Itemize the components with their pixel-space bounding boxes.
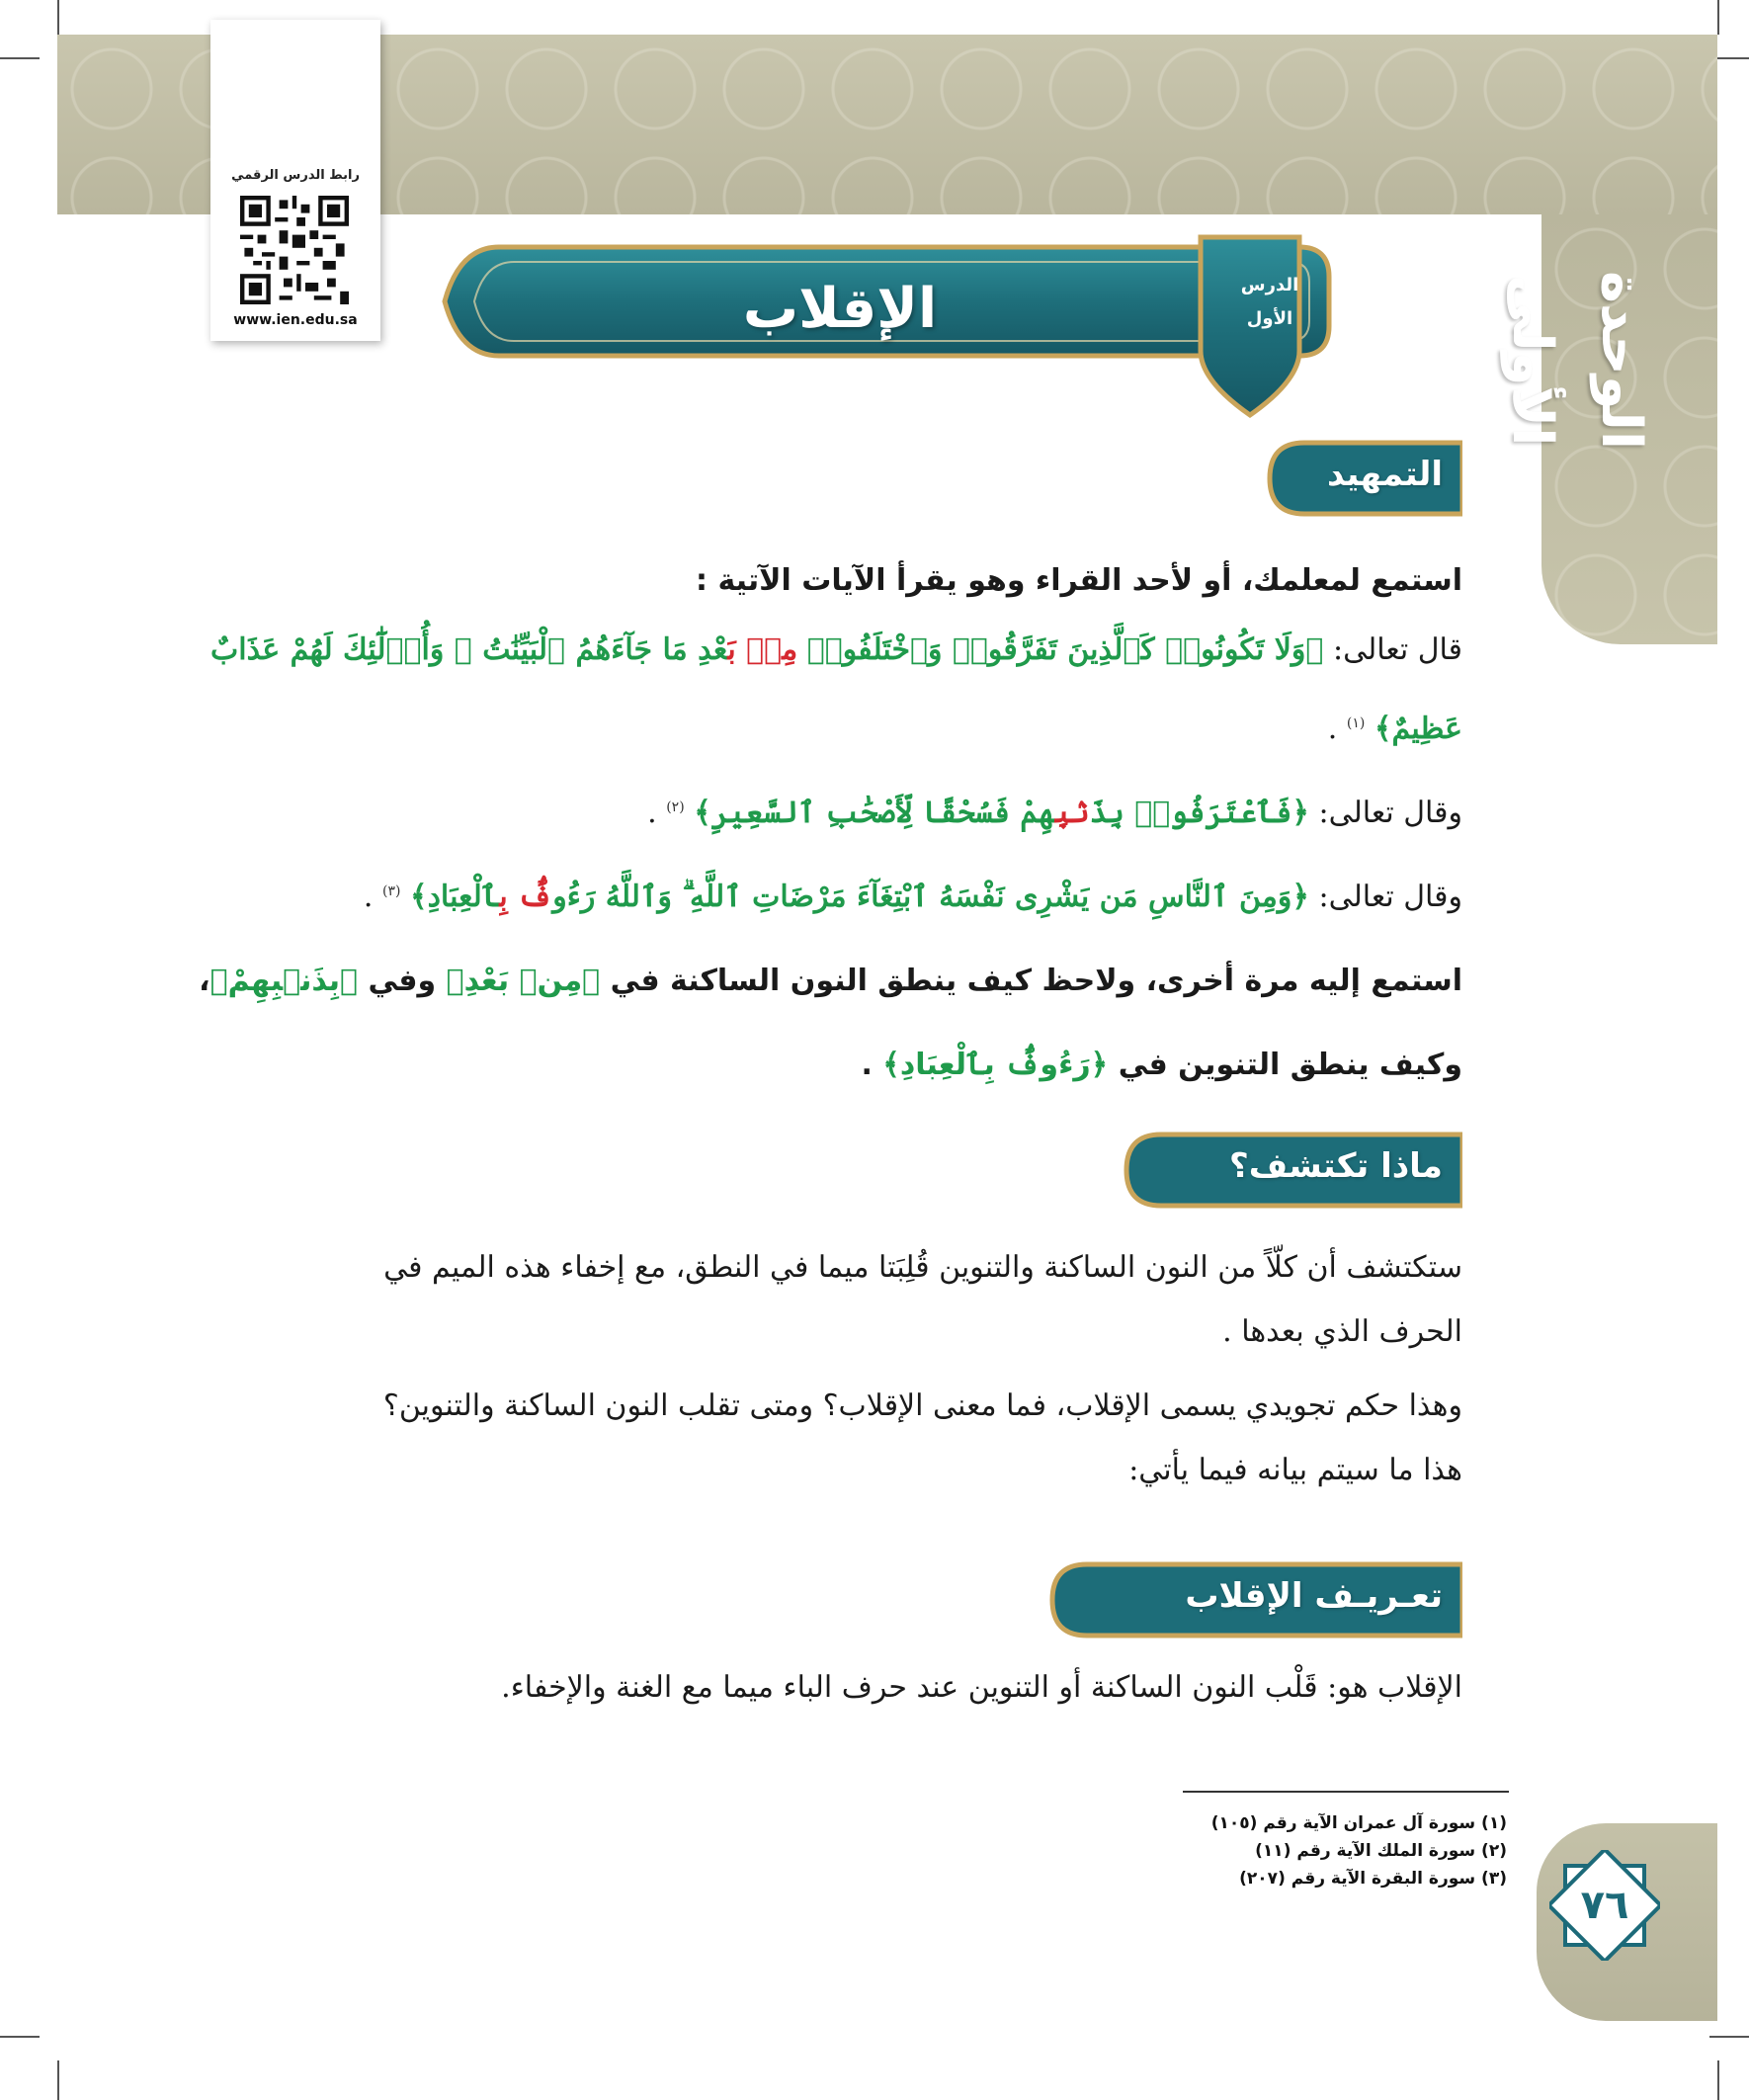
verse-text: ﴿وَلَا تَكُونُوا۟ كَٱلَّذِينَ تَفَرَّقُوا۟ وَٱخْتَلَفُوا۟ <box>806 632 1324 667</box>
discover-line-1: ستكتشف أن كلّاً من النون الساكنة والتنوين قُلِبَتا ميما في النطق، مع إخفاء هذه الميم في <box>383 1250 1462 1285</box>
section-title-intro: التمهيد <box>1326 455 1443 494</box>
crop-mark <box>57 2060 59 2100</box>
verse-highlight: نۢبِ <box>1054 796 1090 830</box>
crop-mark <box>1717 2060 1719 2100</box>
footnote: (٢) سورة الملك الآية رقم (١١) <box>1255 1841 1507 1861</box>
verse-highlight: مِنۢ بَ <box>727 632 798 667</box>
footnote-ref: (٢) <box>666 799 685 815</box>
qr-label: رابط الدرس الرقمي <box>231 168 360 183</box>
listen-again-line-2: وكيف ينطق التنوين في ﴿رَءُوفٌۢ بِٱلْعِبَادِ﴾ . <box>861 1048 1462 1082</box>
footnote-divider <box>1183 1791 1509 1793</box>
definition-text: الإقلاب هو: قَلْب النون الساكنة أو التنوين عند حرف الباء ميما مع الغنة والإخفاء. <box>501 1670 1462 1705</box>
qr-card[interactable] <box>210 20 380 341</box>
lesson-number-line2: الأول <box>1246 308 1293 329</box>
verse-text: عْدِ مَا جَآءَهُمُ ٱلْبَيِّنَٰتُ ۚ وَأُو۟لَٰٓئِكَ لَهُمْ عَذَابٌ <box>210 632 728 667</box>
verse-text: ﴿فَٱعْتَرَفُوا۟ بِذَ <box>1089 796 1309 830</box>
qr-url[interactable]: www.ien.edu.sa <box>233 312 358 328</box>
example-word: ﴿بِذَنۢبِهِمْ﴾ <box>209 964 359 998</box>
discover-line-2: الحرف الذي بعدها . <box>1222 1314 1462 1349</box>
crop-mark <box>1709 2036 1749 2038</box>
example-word: ﴿رَءُوفٌۢ بِٱلْعِبَادِ﴾ <box>882 1048 1109 1082</box>
verse-highlight: فٌۢ بِ <box>499 880 553 914</box>
qr-code-icon[interactable] <box>240 196 349 304</box>
verse-text: ﴿وَمِنَ ٱلنَّاسِ مَن يَشْرِى نَفْسَهُ ٱبْتِغَآءَ مَرْضَاتِ ٱللَّهِ ۗ وَٱللَّهُ رَءُو <box>552 880 1309 914</box>
verse-text: هِمْ فَسُحْقًا لِّأَصْحَٰبِ ٱلسَّعِيرِ﴾ <box>694 796 1055 830</box>
discover-line-4: هذا ما سيتم بيانه فيما يأتي: <box>1128 1453 1462 1487</box>
verse-line-1b: عَظِيمٌ﴾ $^{(١)}$ . <box>1327 712 1462 746</box>
section-header-discover <box>1122 1127 1462 1210</box>
verse-text: ٱلْعِبَادِ﴾ <box>409 880 500 914</box>
lesson-title: الإقلاب <box>742 277 938 341</box>
lesson-number <box>1215 269 1324 336</box>
verse-line-2: وقال تعالى: ﴿فَٱعْتَرَفُوا۟ بِذَنۢبِهِمْ فَسُحْقًا لِّأَصْحَٰبِ ٱلسَّعِيرِ﴾ $^{(٢)}$ . <box>647 796 1462 830</box>
crop-mark <box>0 57 40 59</box>
verse-line-3: وقال تعالى: ﴿وَمِنَ ٱلنَّاسِ مَن يَشْرِى نَفْسَهُ ٱبْتِغَآءَ مَرْضَاتِ ٱللَّهِ ۗ وَٱللَّهُ رَءُوفٌۢ بِٱلْعِبَادِ﴾ $^{(٣)}$ . <box>363 880 1462 914</box>
verse-prefix: وقال تعالى: <box>1318 880 1462 914</box>
footnote: (٣) سورة البقرة الآية رقم (٢٠٧) <box>1239 1869 1507 1889</box>
unit-title: الوحدة الأولى <box>1500 271 1653 451</box>
discover-line-3: وهذا حكم تجويدي يسمى الإقلاب، فما معنى الإقلاب؟ ومتى تقلب النون الساكنة والتنوين؟ <box>382 1388 1462 1423</box>
verse-prefix: قال تعالى: <box>1332 632 1462 667</box>
section-header-intro <box>1265 435 1462 518</box>
verse-line-1 <box>210 632 1462 667</box>
section-title-definition: تعـريـف الإقلاب <box>1185 1576 1443 1616</box>
listen-again-line-1: استمع إليه مرة أخرى، ولاحظ كيف ينطق النون الساكنة في ﴿مِنۢ بَعْدِ﴾ وفي ﴿بِذَنۢبِهِمْ﴾، <box>199 964 1462 998</box>
verse-prefix: وقال تعالى: <box>1318 796 1462 830</box>
footnote-ref: (٣) <box>381 883 401 899</box>
footnote-ref: (١) <box>1346 715 1366 731</box>
section-header-definition <box>1047 1556 1462 1639</box>
lesson-number-line1: الدرس <box>1240 275 1299 295</box>
intro-instruction: استمع لمعلمك، أو لأحد القراء وهو يقرأ الآيات الآتية : <box>696 563 1462 598</box>
crop-mark <box>1717 0 1719 35</box>
example-word: ﴿مِنۢ بَعْدِ﴾ <box>446 964 601 998</box>
page-number: ٧٦ <box>1580 1883 1629 1928</box>
crop-mark <box>57 0 59 35</box>
crop-mark <box>0 2036 40 2038</box>
footnote: (١) سورة آل عمران الآية رقم (١٠٥) <box>1210 1813 1507 1833</box>
section-title-discover: ماذا تكتشف؟ <box>1229 1146 1443 1186</box>
verse-text: عَظِيمٌ﴾ <box>1374 712 1462 746</box>
